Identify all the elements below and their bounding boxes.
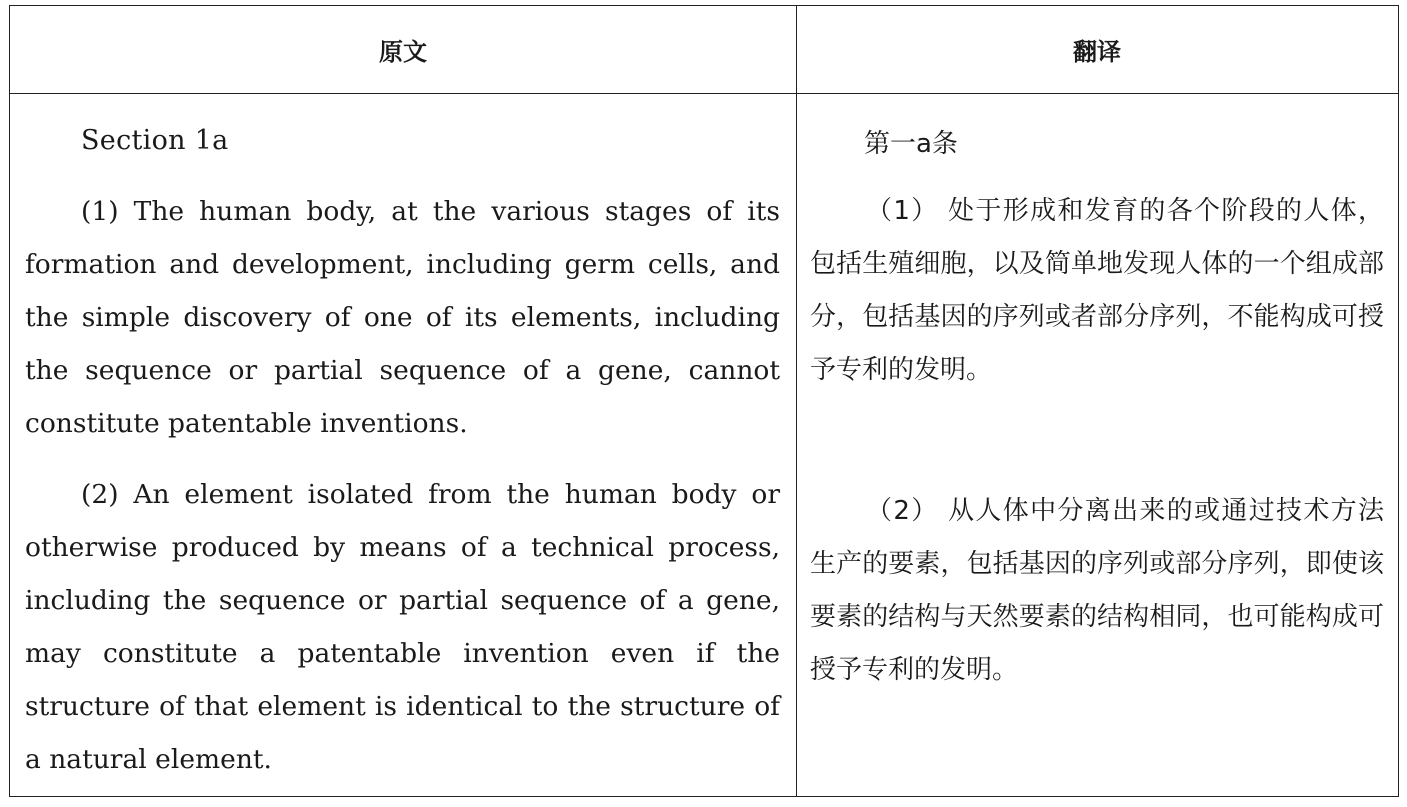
translation-text-cell [796,93,1398,796]
translation-paragraph-1: （1） 处于形成和发育的各个阶段的人体，包括生殖细胞，以及简单地发现人体的一个组成部分，包括基因的序列或者部分序列，不能构成可授予专利的发明。 [810,196,1384,385]
original-text-cell [10,93,796,796]
translation-section-title: 第一a条 [864,129,958,159]
header-original: 原文 [379,38,427,66]
original-paragraph-1: (1) The human body, at the various stages of its formation and development, including germ cells, and the simple discovery of one of its elements, including the sequence or partial sequence of a gene, cannot constitute patentable inventions. [25,196,780,439]
comparison-table [9,5,1399,797]
translation-paragraph-2: （2） 从人体中分离出来的或通过技术方法生产的要素，包括基因的序列或部分序列，即使该要素的结构与天然要素的结构相同，也可能构成可授予专利的发明。 [810,496,1384,685]
original-section-title: Section 1a [81,125,229,156]
original-paragraph-2: (2) An element isolated from the human body or otherwise produced by means of a technical process, including the sequence or partial sequence of a gene, may constitute a patentable invention even if the structure of that element is identical to the structure of a natural element. [25,479,780,775]
header-translation: 翻译 [1073,38,1121,66]
